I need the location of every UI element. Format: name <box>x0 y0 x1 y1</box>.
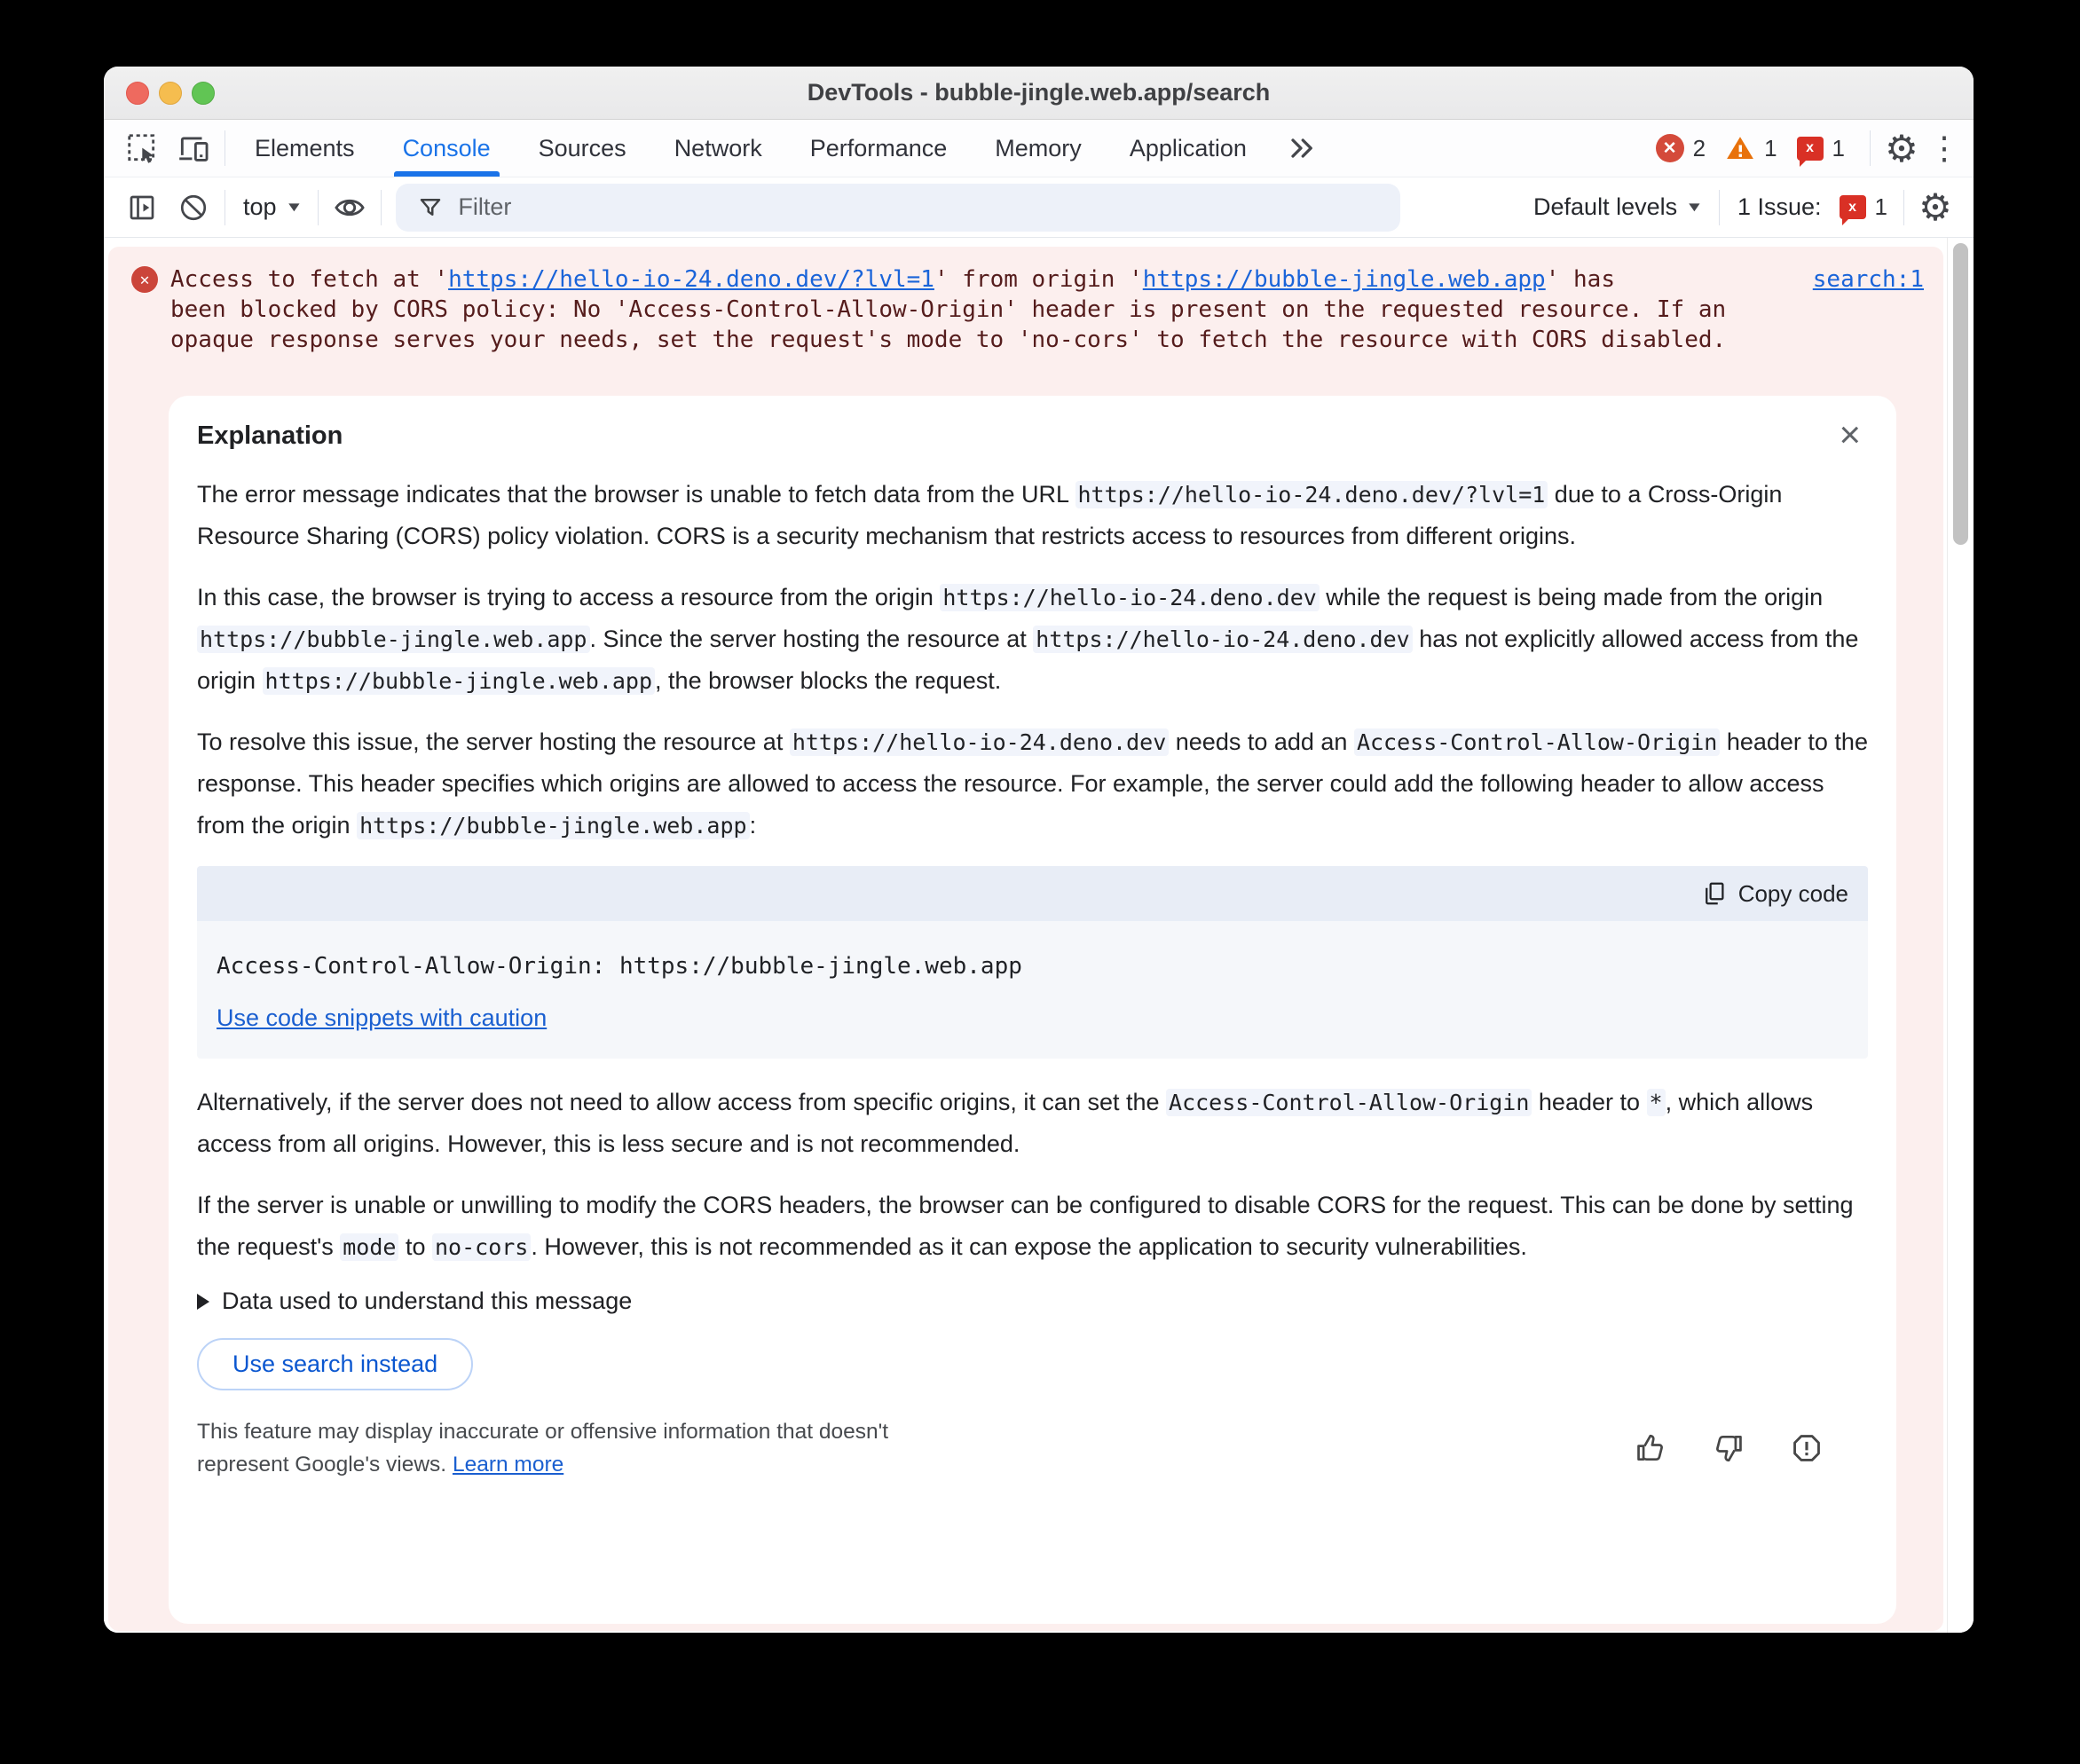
tab-memory[interactable]: Memory <box>995 134 1082 161</box>
title-bar <box>104 67 1974 120</box>
traffic-lights <box>126 82 215 105</box>
error-source-link[interactable]: search:1 <box>1812 266 1924 293</box>
clear-console-icon[interactable] <box>168 185 219 231</box>
minimize-window-button[interactable] <box>159 82 182 105</box>
copy-icon <box>1701 880 1728 907</box>
console-toolbar <box>104 177 1974 238</box>
divider <box>381 190 382 225</box>
live-expression-eye-icon[interactable] <box>324 185 375 231</box>
filter-funnel-icon <box>417 194 444 221</box>
use-search-instead-button[interactable]: Use search instead <box>197 1338 473 1390</box>
error-line-2: been blocked by CORS policy: No 'Access-Control-Allow-Origin' header is present on the requested resource. If an <box>170 296 1727 323</box>
error-line-3: opaque response serves your needs, set the request's mode to 'no-cors' to fetch the resource with CORS disabled. <box>170 327 1727 353</box>
error-icon: ✕ <box>131 266 158 293</box>
disclosure-triangle-icon <box>197 1294 209 1310</box>
divider <box>318 190 319 225</box>
card-footer <box>197 1415 1868 1481</box>
code-snippet: Access-Control-Allow-Origin: https://bubble-jingle.web.app <box>217 953 1022 980</box>
copy-code-button[interactable]: Copy code <box>1701 880 1848 908</box>
code-caution-link[interactable]: Use code snippets with caution <box>217 1004 548 1031</box>
devtools-window <box>104 67 1974 1633</box>
settings-gear-icon[interactable]: ⚙ <box>1885 127 1918 169</box>
code-block-header <box>197 866 1868 921</box>
console-warnings-count[interactable]: 1 <box>1764 134 1777 161</box>
zoom-window-button[interactable] <box>192 82 215 105</box>
thumbs-down-icon[interactable] <box>1712 1431 1745 1465</box>
explanation-paragraph-3: To resolve this issue, the server hosting the resource at https://hello-io-24.deno.dev needs to add an Access-Control-Allow-Origin header to the response. This header specifies which origins are allowed to access the resource. For example, the server could add the following header to allow access from the origin https://bubble-jingle.web.app : <box>197 728 1868 839</box>
tab-application[interactable]: Application <box>1129 134 1247 161</box>
toggle-device-toolbar-icon[interactable] <box>168 125 219 171</box>
error-text <box>170 264 1786 355</box>
filter-placeholder: Filter <box>458 193 512 220</box>
cors-error-message <box>108 247 1943 355</box>
window-title: DevTools - bubble-jingle.web.app/search <box>807 79 1271 106</box>
issue-badge-icon[interactable]: x <box>1840 195 1866 219</box>
divider <box>1903 190 1904 225</box>
ai-explanation-card <box>169 396 1896 1624</box>
error-message-container <box>108 247 1943 1631</box>
learn-more-link[interactable]: Learn more <box>452 1453 564 1477</box>
issue-count: 1 <box>1874 193 1887 220</box>
console-warnings-icon[interactable] <box>1725 133 1755 163</box>
devtools-tab-bar <box>104 120 1974 177</box>
error-line-1: Access to fetch at 'https://hello-io-24.deno.dev/?lvl=1' from origin 'https://bubble-jingle.web.app' has <box>170 266 1615 293</box>
console-settings-gear-icon[interactable]: ⚙ <box>1918 186 1952 228</box>
scrollbar-thumb[interactable] <box>1953 243 1968 545</box>
divider <box>1870 130 1871 166</box>
explanation-paragraph-2: In this case, the browser is trying to access a resource from the origin https://hello-io-24.deno.dev while the request is being made from the origin https://bubble-jingle.web.app . Since the server hosting the resource at https://hello-io-24.deno.dev has not explicitly allowed access from the origin https://bubble-jingle.web.app , the browser blocks the request. <box>197 584 1859 694</box>
more-tabs-icon[interactable] <box>1285 120 1317 177</box>
tab-elements[interactable]: Elements <box>255 134 355 161</box>
tab-network[interactable]: Network <box>674 134 762 161</box>
issues-counter[interactable]: 1 Issue: <box>1737 193 1822 220</box>
issues-message-icon[interactable]: x <box>1797 137 1824 161</box>
thumbs-up-icon[interactable] <box>1634 1431 1667 1465</box>
tab-sources[interactable]: Sources <box>538 134 626 161</box>
kebab-menu-icon[interactable]: ⋮ <box>1928 130 1960 166</box>
explanation-paragraph-1: The error message indicates that the browser is unable to fetch data from the URL https://hello-io-24.deno.dev/?lvl=1 due to a Cross-Origin Resource Sharing (CORS) policy violation. CORS is a security mechanism that restricts access to resources from different origins. <box>197 481 1783 549</box>
console-messages-area <box>104 238 1974 1633</box>
report-issue-icon[interactable] <box>1790 1431 1824 1465</box>
divider <box>1719 190 1720 225</box>
tab-console[interactable]: Console <box>403 120 491 177</box>
tab-performance[interactable]: Performance <box>809 134 948 161</box>
code-block <box>197 866 1868 1059</box>
data-used-disclosure[interactable]: Data used to understand this message <box>197 1288 1868 1315</box>
disclaimer-text: This feature may display inaccurate or offensive information that doesn't represent Google's views. Learn more <box>197 1420 889 1477</box>
issues-message-count[interactable]: 1 <box>1832 134 1845 161</box>
close-icon[interactable]: × <box>1839 413 1861 455</box>
javascript-context-selector[interactable]: top ▼ <box>243 193 303 220</box>
console-scrollbar[interactable] <box>1947 238 1974 1633</box>
console-errors-count[interactable]: 2 <box>1692 134 1706 161</box>
explanation-paragraph-4: Alternatively, if the server does not need to allow access from specific origins, it can set the Access-Control-Allow-Origin header to * , which allows access from all origins. However, this is less secure and is not recommended. <box>197 1089 1814 1157</box>
log-levels-dropdown[interactable]: Default levels ▼ <box>1533 193 1704 220</box>
inspect-element-icon[interactable] <box>116 125 168 171</box>
code-block-body <box>197 921 1868 1059</box>
explanation-title: Explanation <box>197 421 343 450</box>
console-filter-input[interactable] <box>396 184 1400 232</box>
explanation-paragraph-5: If the server is unable or unwilling to modify the CORS headers, the browser can be configured to disable CORS for the request. This can be done by setting the request's mode to no-cors . However, this is not recommended as it can expose the application to security vulnerabilities. <box>197 1192 1854 1260</box>
console-errors-icon[interactable]: ✕ <box>1656 134 1684 162</box>
close-window-button[interactable] <box>126 82 149 105</box>
console-sidebar-icon[interactable] <box>116 185 168 231</box>
